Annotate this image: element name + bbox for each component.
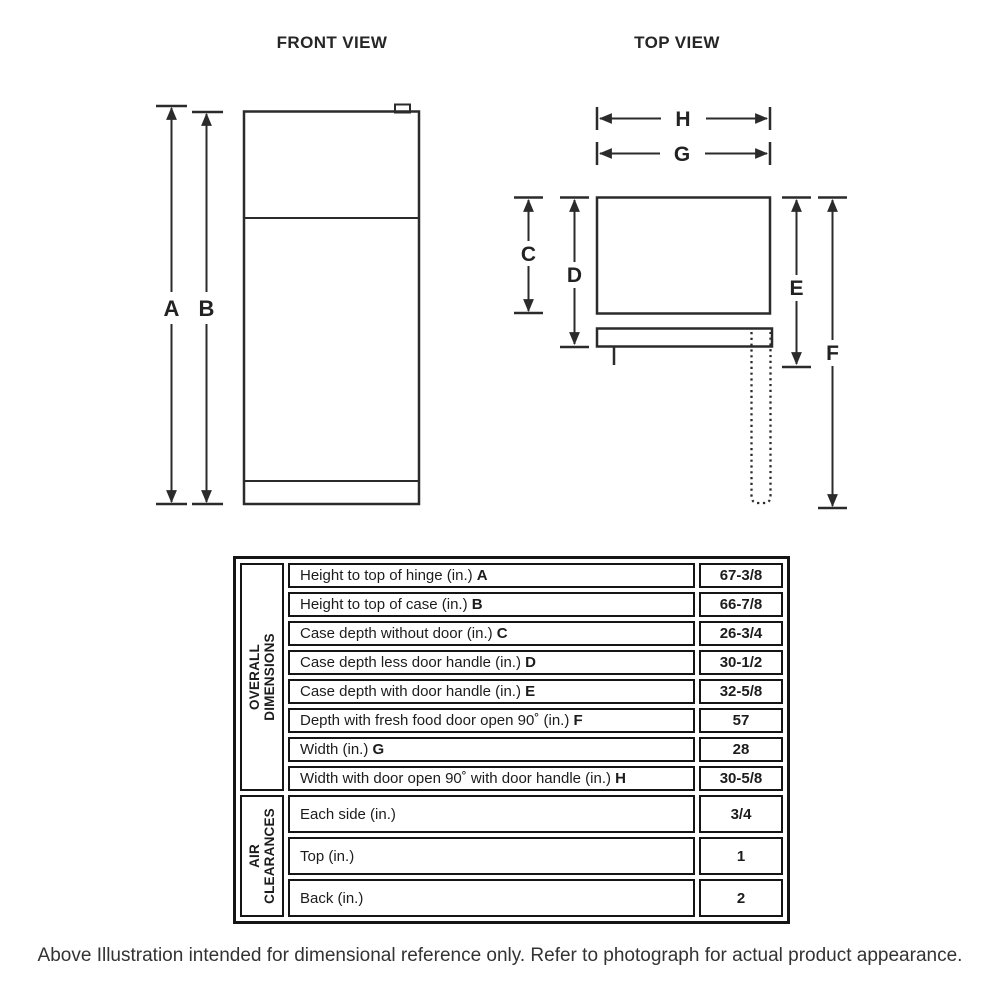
dimension-arrow-d bbox=[560, 198, 589, 348]
table-row bbox=[240, 592, 783, 617]
front-view-heading: FRONT VIEW bbox=[276, 33, 388, 52]
front-view-drawing bbox=[156, 105, 419, 505]
label-f: F bbox=[826, 342, 839, 365]
dimension-arrow-a bbox=[156, 106, 187, 504]
fridge-body bbox=[244, 112, 419, 505]
row-label: Top (in.) bbox=[288, 837, 695, 875]
dimension-arrow-c bbox=[514, 198, 543, 314]
label-h: H bbox=[675, 108, 691, 131]
row-value: 57 bbox=[699, 708, 783, 733]
dimension-arrow-e bbox=[782, 198, 811, 368]
row-label: Height to top of case (in.) B bbox=[288, 592, 695, 617]
dimension-arrow-f bbox=[818, 198, 847, 509]
top-view-drawing bbox=[514, 107, 847, 508]
label-c: C bbox=[520, 243, 537, 266]
label-g: G bbox=[673, 143, 691, 166]
table-row bbox=[240, 679, 783, 704]
table-row bbox=[240, 766, 783, 791]
row-value: 30-1/2 bbox=[699, 650, 783, 675]
label-a: A bbox=[163, 296, 180, 321]
table-row bbox=[240, 708, 783, 733]
row-value: 28 bbox=[699, 737, 783, 762]
table-row bbox=[240, 879, 783, 917]
row-label: Case depth with door handle (in.) E bbox=[288, 679, 695, 704]
door-top-outline bbox=[597, 329, 772, 347]
row-value: 1 bbox=[699, 837, 783, 875]
row-label: Each side (in.) bbox=[288, 795, 695, 833]
label-e: E bbox=[789, 277, 804, 300]
dimension-arrow-g bbox=[597, 142, 770, 166]
table-row bbox=[240, 650, 783, 675]
table-row bbox=[240, 563, 783, 588]
row-label: Back (in.) bbox=[288, 879, 695, 917]
row-value: 66-7/8 bbox=[699, 592, 783, 617]
row-value: 2 bbox=[699, 879, 783, 917]
row-label: Height to top of hinge (in.) A bbox=[288, 563, 695, 588]
footer-note: Above Illustration intended for dimensional reference only. Refer to photograph for actual product appearance. bbox=[37, 945, 963, 966]
row-value: 26-3/4 bbox=[699, 621, 783, 646]
section-label-overall-dimensions: OVERALL DIMENSIONS bbox=[240, 563, 284, 791]
label-b: B bbox=[198, 296, 215, 321]
row-label: Case depth less door handle (in.) D bbox=[288, 650, 695, 675]
table-row bbox=[240, 621, 783, 646]
door-open-swing-dashed bbox=[752, 332, 771, 503]
label-d: D bbox=[566, 264, 583, 287]
section-label-air-clearances: AIR CLEARANCES bbox=[240, 795, 284, 917]
table-row bbox=[240, 837, 783, 875]
case-top-outline bbox=[597, 198, 770, 314]
row-label: Width (in.) G bbox=[288, 737, 695, 762]
row-value: 30-5/8 bbox=[699, 766, 783, 791]
row-label: Depth with fresh food door open 90˚ (in.) F bbox=[288, 708, 695, 733]
table-row bbox=[240, 795, 783, 833]
row-label: Width with door open 90˚ with door handle (in.) H bbox=[288, 766, 695, 791]
table-row bbox=[240, 737, 783, 762]
row-value: 67-3/8 bbox=[699, 563, 783, 588]
dimension-arrow-h bbox=[597, 107, 770, 131]
top-view-heading: TOP VIEW bbox=[634, 33, 720, 52]
dimension-arrow-b bbox=[192, 112, 223, 504]
dimensions-table bbox=[233, 556, 790, 924]
row-value: 3/4 bbox=[699, 795, 783, 833]
row-value: 32-5/8 bbox=[699, 679, 783, 704]
row-label: Case depth without door (in.) C bbox=[288, 621, 695, 646]
